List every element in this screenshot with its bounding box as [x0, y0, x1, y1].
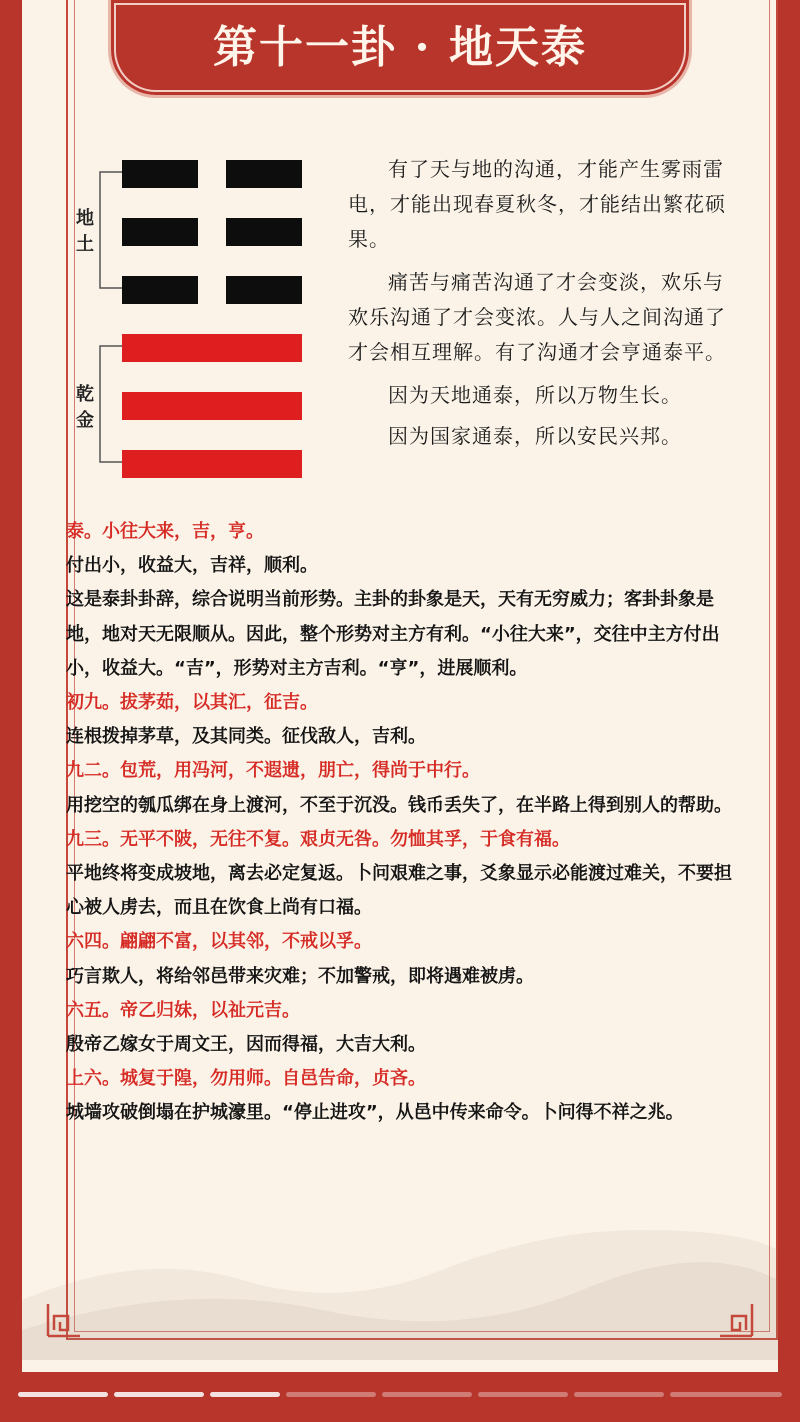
progress-segment	[210, 1392, 280, 1397]
section-heading: 初九。拔茅茹，以其汇，征吉。	[66, 692, 318, 714]
section-text: 殷帝乙嫁女于周文王，因而得福，大吉大利。	[66, 1034, 426, 1056]
intro-paragraph: 因为国家通泰，所以安民兴邦。	[388, 424, 682, 448]
intro-paragraph: 痛苦与痛苦沟通了才会变淡，欢乐与欢乐沟通了才会变浓。人与人之间沟通了才会相互理解。有了沟通才会亨通泰平。	[348, 270, 726, 364]
yang-line	[122, 334, 302, 362]
section-text: 巧言欺人，将给邻邑带来灾难；不加警戒，即将遇难被虏。	[66, 965, 534, 987]
progress-segment	[114, 1392, 204, 1397]
intro-paragraphs	[348, 152, 740, 460]
section-heading: 六四。翩翩不富，以其邻，不戒以孚。	[66, 931, 372, 953]
progress-segment	[18, 1392, 108, 1397]
progress-segment	[478, 1392, 568, 1397]
progress-segment	[382, 1392, 472, 1397]
progress-segment	[670, 1392, 782, 1397]
yin-line-right	[226, 218, 302, 246]
progress-segment	[574, 1392, 664, 1397]
section-heading: 九三。无平不陂，无往不复。艰贞无咎。勿恤其孚，于食有福。	[66, 828, 570, 850]
section-heading: 九二。包荒，用冯河，不遐遗，朋亡，得尚于中行。	[66, 760, 480, 782]
section-heading: 上六。城复于隍，勿用师。自邑告命，贞吝。	[66, 1068, 426, 1090]
section-text: 用挖空的瓠瓜绑在身上渡河，不至于沉没。钱币丢失了，在半路上得到别人的帮助。	[66, 794, 732, 816]
progress-segment	[286, 1392, 376, 1397]
yang-line	[122, 392, 302, 420]
story-progress-bar	[18, 1392, 782, 1400]
yin-line-left	[122, 160, 198, 188]
yin-line-left	[122, 276, 198, 304]
mountain-decoration	[22, 1160, 778, 1360]
section-text: 付出小，收益大，吉祥，顺利。	[66, 555, 318, 577]
hexagram-commentary	[66, 515, 746, 1131]
upper-trigram-label: 地 土	[76, 208, 94, 255]
intro-paragraph: 有了天与地的沟通，才能产生雾雨雷电，才能出现春夏秋冬，才能结出繁花硕果。	[348, 157, 726, 251]
corner-ornament-right	[718, 1302, 754, 1338]
yang-line	[122, 450, 302, 478]
intro-paragraph: 因为天地通泰，所以万物生长。	[388, 383, 682, 407]
section-text: 连根拨掉茅草，及其同类。征伐敌人，吉利。	[66, 726, 426, 748]
section-text: 城墙攻破倒塌在护城濠里。“停止进攻”，从邑中传来命令。卜问得不祥之兆。	[66, 1102, 684, 1124]
hexagram-figure	[70, 150, 330, 490]
yin-line-right	[226, 160, 302, 188]
section-heading: 六五。帝乙归妹，以祉元吉。	[66, 999, 300, 1021]
lower-trigram-label: 乾 金	[76, 384, 94, 431]
section-text: 平地终将变成坡地，离去必定复返。卜问艰难之事，爻象显示必能渡过难关，不要担心被人虏去，而且在饮食上尚有口福。	[66, 863, 732, 919]
yin-line-left	[122, 218, 198, 246]
page-title: 第十一卦 · 地天泰	[213, 22, 587, 73]
section-text: 这是泰卦卦辞，综合说明当前形势。主卦的卦象是天，天有无穷威力；客卦卦象是地，地对天无限顺从。因此，整个形势对主方有利。“小往大来”，交往中主方付出小，收益大。“吉”，形势对主方吉利。“亨”，进展顺利。	[66, 589, 720, 679]
corner-ornament-left	[46, 1302, 82, 1338]
yin-line-right	[226, 276, 302, 304]
trigram-bracket	[90, 150, 130, 490]
section-heading: 泰。小往大来，吉，亨。	[66, 521, 264, 542]
